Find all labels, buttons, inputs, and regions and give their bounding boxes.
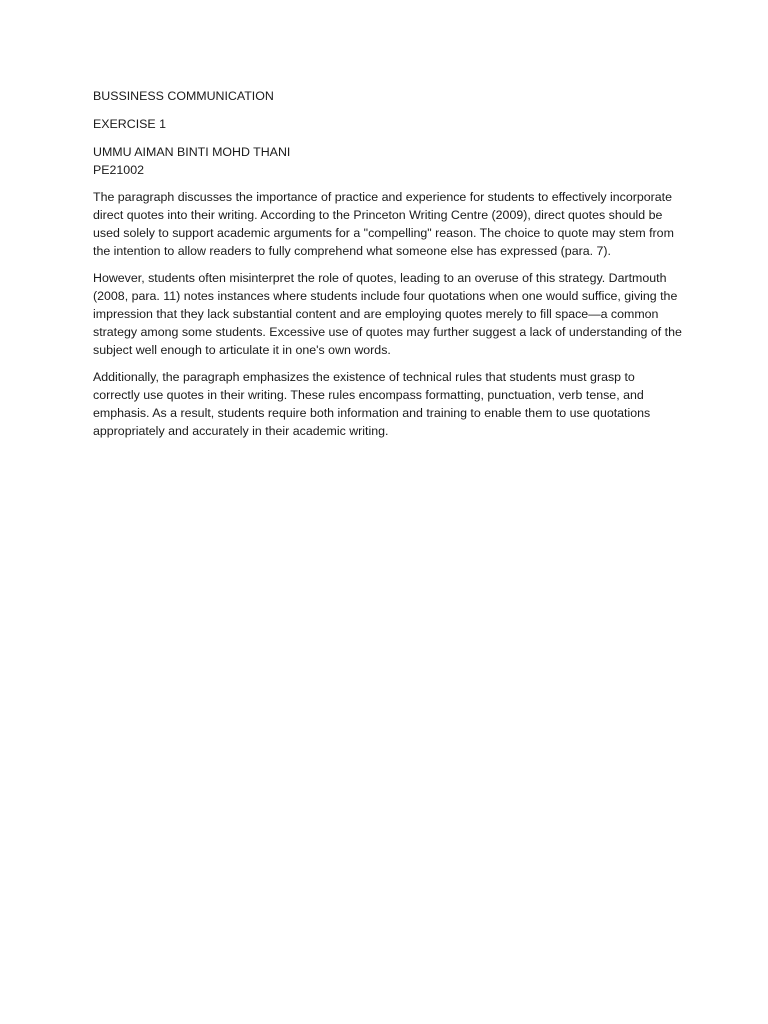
- paragraph: Additionally, the paragraph emphasizes the existence of technical rules that students must grasp to correctly use quotes in their writing. These rules encompass formatting, punctuation, verb tense, and emphasis. As a result, students require both information and training to enable them to use quotations appropriately and accurately in their academic writing.: [93, 370, 651, 438]
- course-title: BUSSINESS COMMUNICATION: [93, 89, 274, 103]
- paragraph: However, students often misinterpret the role of quotes, leading to an overuse of this strategy. Dartmouth (2008, para. 11) notes instances where students include four quotations when one would suffice, giving the impression that they lack substantial content and are employing quotes merely to fill space—a common strategy among some students. Excessive use of quotes may further suggest a lack of understanding of the subject well enough to articulate it in one's own words.: [93, 271, 682, 357]
- paragraph: The paragraph discusses the importance of practice and experience for students to effectively incorporate direct quotes into their writing. According to the Princeton Writing Centre (2009), direct quotes should be used solely to support academic arguments for a "compelling" reason. The choice to quote may stem from the intention to allow readers to fully comprehend what someone else has expressed (para. 7).: [93, 190, 674, 258]
- document-body: [93, 87, 683, 440]
- student-name: UMMU AIMAN BINTI MOHD THANI: [93, 145, 291, 159]
- exercise-title: EXERCISE 1: [93, 117, 166, 131]
- student-id: PE21002: [93, 163, 144, 177]
